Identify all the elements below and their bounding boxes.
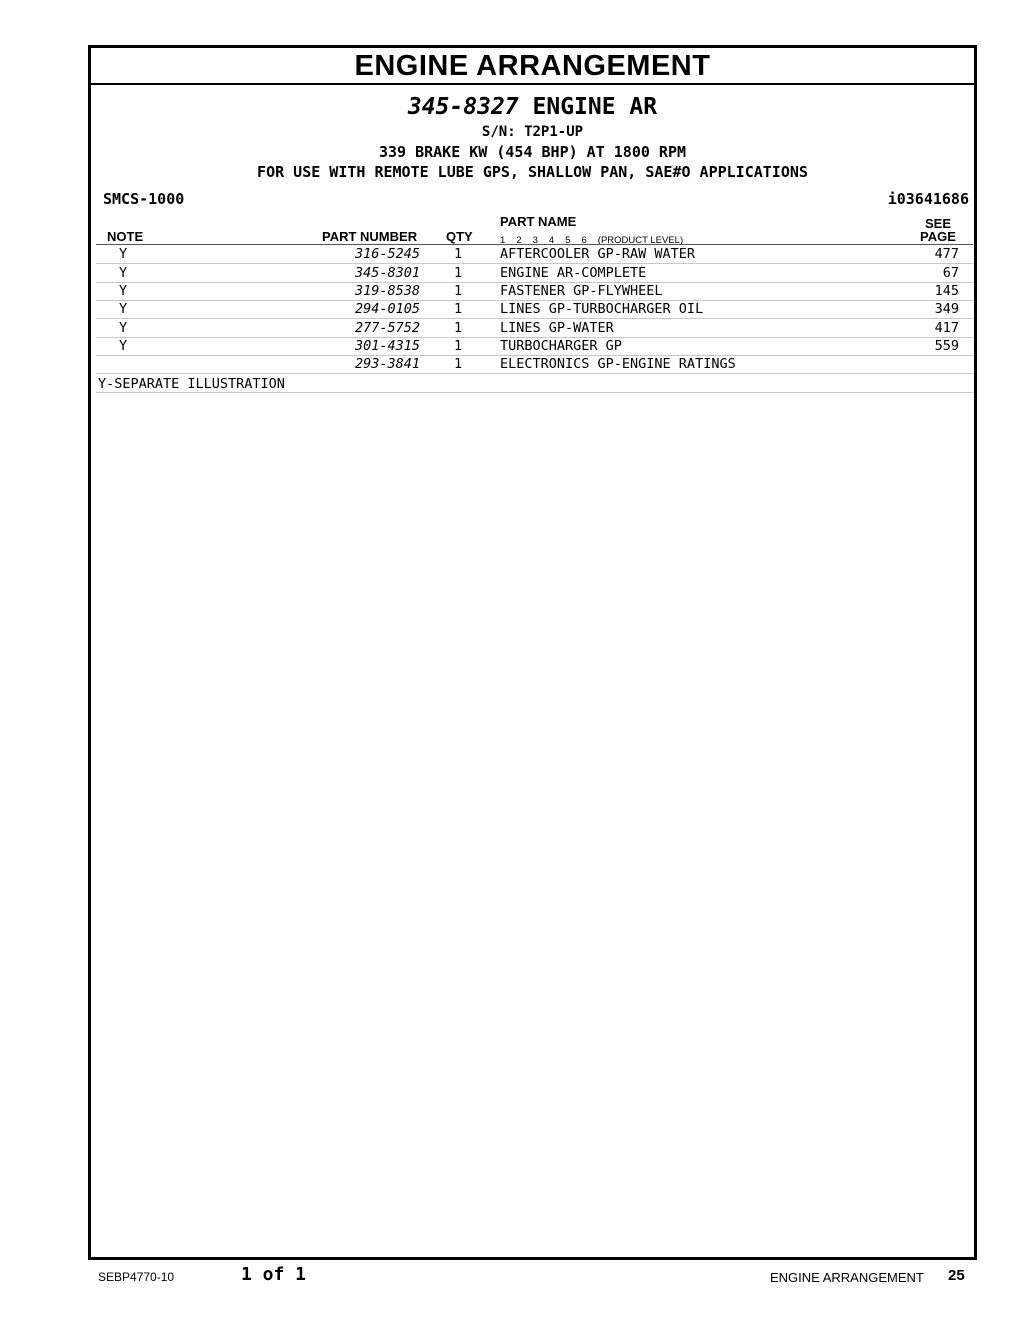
- row-see-page[interactable]: 417: [934, 320, 959, 336]
- level-5: 5: [565, 235, 571, 246]
- row-part-number[interactable]: 319-8538: [354, 283, 420, 299]
- assembly-number[interactable]: 345-8327: [407, 94, 519, 120]
- row-part-number[interactable]: 301-4315: [354, 338, 420, 354]
- row-part-number[interactable]: 277-5752: [354, 320, 420, 336]
- column-header-see: SEE: [925, 216, 952, 231]
- row-see-page[interactable]: 349: [934, 301, 959, 317]
- level-1: 1: [500, 235, 506, 246]
- engine-rating: 339 BRAKE KW (454 BHP) AT 1800 RPM: [378, 143, 687, 161]
- assembly-heading: [91, 94, 974, 120]
- row-qty: 1: [454, 246, 463, 262]
- page-frame: [88, 45, 977, 1260]
- level-4: 4: [548, 235, 555, 246]
- table-row[interactable]: [91, 355, 974, 373]
- level-2: 2: [516, 235, 522, 246]
- row-qty: 1: [454, 265, 463, 281]
- row-part-name: ELECTRONICS GP-ENGINE RATINGS: [500, 356, 736, 372]
- table-row[interactable]: [91, 264, 974, 282]
- illustration-reference[interactable]: i03641686: [887, 190, 969, 208]
- row-note: Y: [119, 320, 128, 336]
- table-row[interactable]: [91, 319, 974, 337]
- row-part-number[interactable]: 316-5245: [354, 246, 420, 262]
- serial-number: S/N: T2P1-UP: [481, 124, 584, 140]
- row-part-name: LINES GP-TURBOCHARGER OIL: [500, 301, 704, 317]
- table-row[interactable]: [91, 282, 974, 300]
- row-note: Y: [119, 338, 128, 354]
- footer-section-title: ENGINE ARRANGEMENT: [770, 1270, 924, 1285]
- column-header-part-name: PART NAME: [500, 214, 577, 229]
- footnote: Y-SEPARATE ILLUSTRATION: [98, 376, 285, 392]
- footer-page-number: 25: [948, 1267, 965, 1284]
- row-qty: 1: [454, 338, 463, 354]
- level-6: 6: [581, 235, 587, 246]
- row-part-number[interactable]: 345-8301: [354, 265, 420, 281]
- row-qty: 1: [454, 320, 463, 336]
- row-note: Y: [119, 301, 128, 317]
- product-level-label: (PRODUCT LEVEL): [597, 235, 684, 246]
- table-row[interactable]: [91, 300, 974, 318]
- row-see-page[interactable]: 145: [934, 283, 959, 299]
- table-row[interactable]: [91, 337, 974, 355]
- page-title: ENGINE ARRANGEMENT: [91, 48, 974, 85]
- row-part-name: AFTERCOOLER GP-RAW WATER: [500, 246, 696, 262]
- column-header-qty: QTY: [446, 229, 473, 244]
- row-qty: 1: [454, 301, 463, 317]
- row-see-page[interactable]: 559: [934, 338, 959, 354]
- row-part-number[interactable]: 293-3841: [354, 356, 420, 372]
- usage-note: FOR USE WITH REMOTE LUBE GPS, SHALLOW PAN, SAE#O APPLICATIONS: [257, 163, 808, 181]
- assembly-name: ENGINE AR: [532, 94, 658, 120]
- level-3: 3: [532, 235, 538, 246]
- footnote-divider: [96, 392, 973, 393]
- row-part-name: FASTENER GP-FLYWHEEL: [500, 283, 663, 299]
- row-note: Y: [119, 246, 128, 262]
- column-header-note: NOTE: [107, 229, 144, 244]
- table-row[interactable]: [91, 245, 974, 263]
- row-divider: [96, 373, 973, 374]
- row-part-name: ENGINE AR-COMPLETE: [500, 265, 647, 281]
- document-id: SEBP4770-10: [98, 1270, 175, 1284]
- row-part-name: TURBOCHARGER GP: [500, 338, 622, 354]
- row-note: Y: [119, 265, 128, 281]
- row-qty: 1: [454, 356, 463, 372]
- page-of-indicator: 1 of 1: [241, 1264, 307, 1285]
- row-part-number[interactable]: 294-0105: [354, 301, 420, 317]
- row-see-page[interactable]: 477: [934, 246, 959, 262]
- row-see-page[interactable]: 67: [942, 265, 959, 281]
- row-qty: 1: [454, 283, 463, 299]
- smcs-code: SMCS-1000: [103, 190, 185, 208]
- column-header-page: PAGE: [920, 229, 956, 244]
- column-header-part-number: PART NUMBER: [322, 229, 418, 244]
- row-note: Y: [119, 283, 128, 299]
- row-part-name: LINES GP-WATER: [500, 320, 614, 336]
